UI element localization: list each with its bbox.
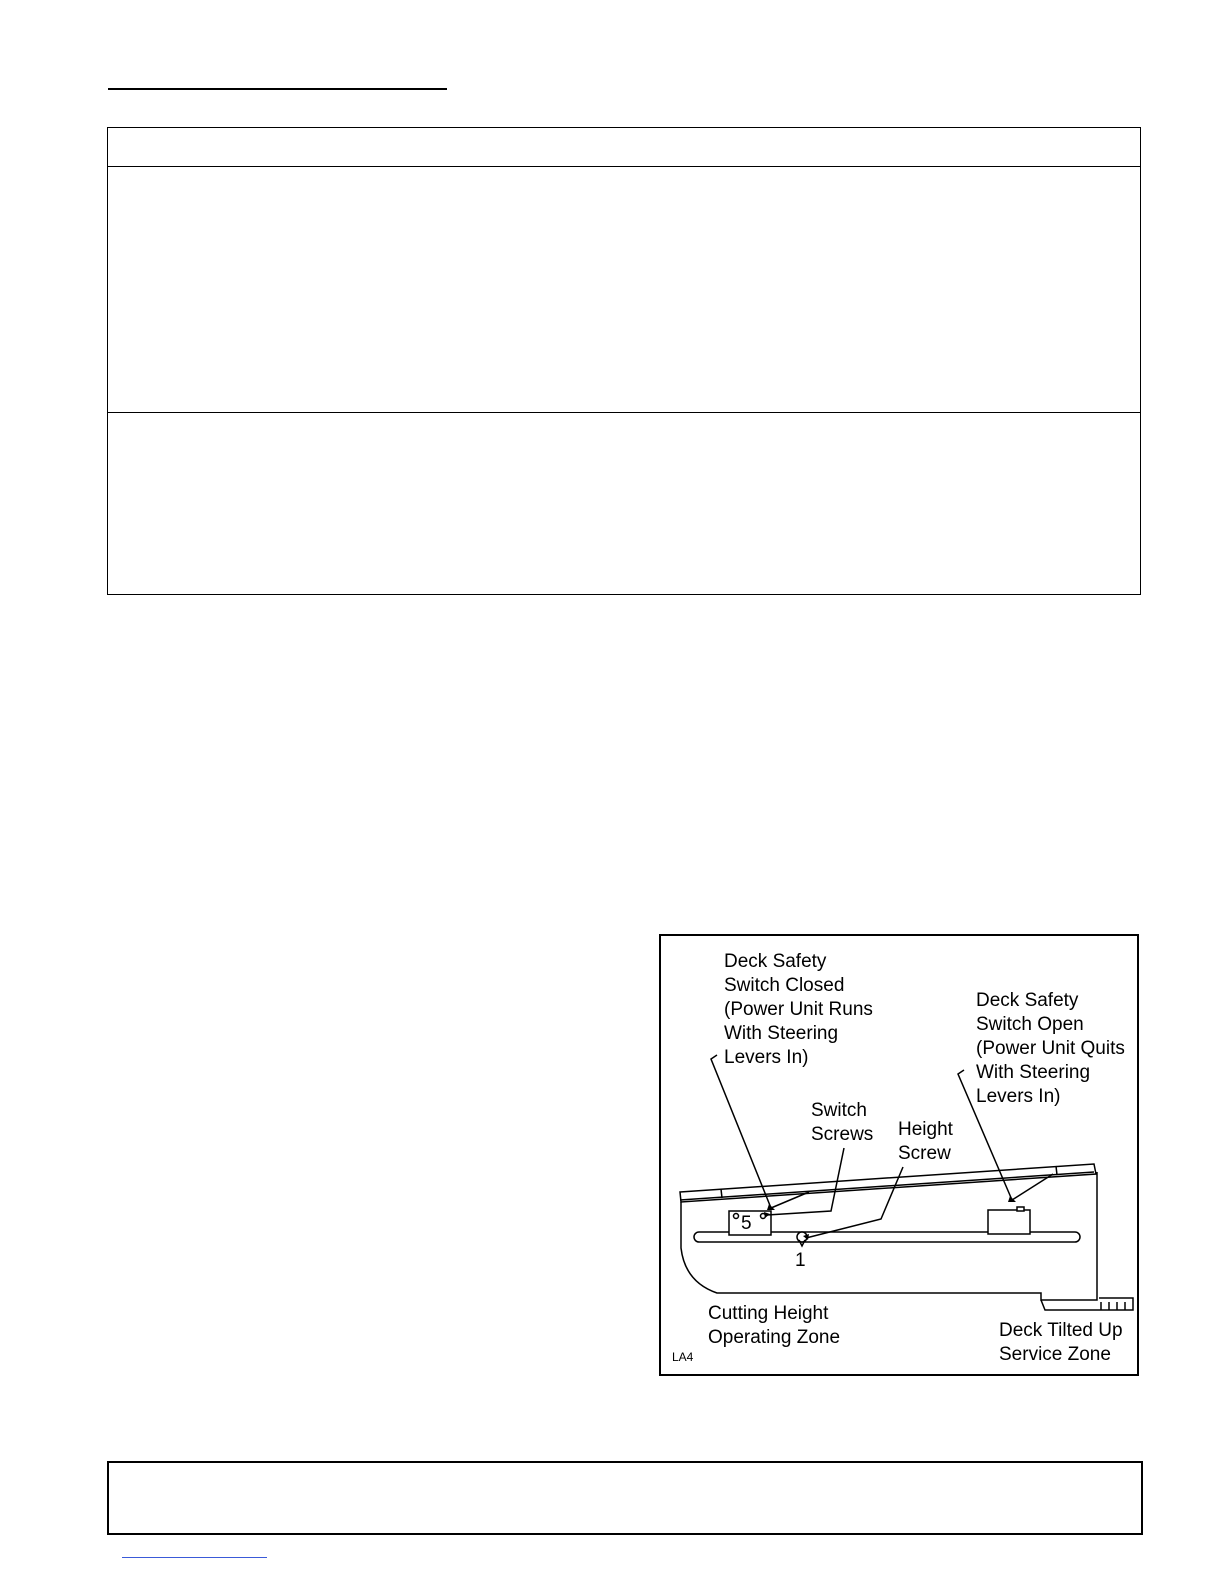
section-heading-rule [108,88,447,90]
table-divider [108,166,1140,167]
operating-zone-label: Cutting Height Operating Zone [708,1303,841,1348]
callout-number-1: 1 [795,1250,806,1271]
service-zone-label: Deck Tilted Up Service Zone [999,1320,1123,1365]
switch-closed-label: Deck Safety Switch Closed (Power Unit Runs With Steering Levers In) [724,951,873,1068]
height-screw-label: Height Screw [898,1119,953,1164]
footer-box [107,1461,1143,1535]
switch-screws-label: Switch Screws [811,1100,874,1145]
content-table-box [107,127,1141,595]
link-underline[interactable] [122,1557,267,1558]
deck-switch-figure [659,934,1139,1376]
switch-open-label: Deck Safety Switch Open (Power Unit Quits With Steering Levers In) [976,990,1125,1107]
figure-id: LA4 [672,1350,694,1364]
table-divider [108,412,1140,413]
callout-number-5: 5 [741,1213,752,1234]
